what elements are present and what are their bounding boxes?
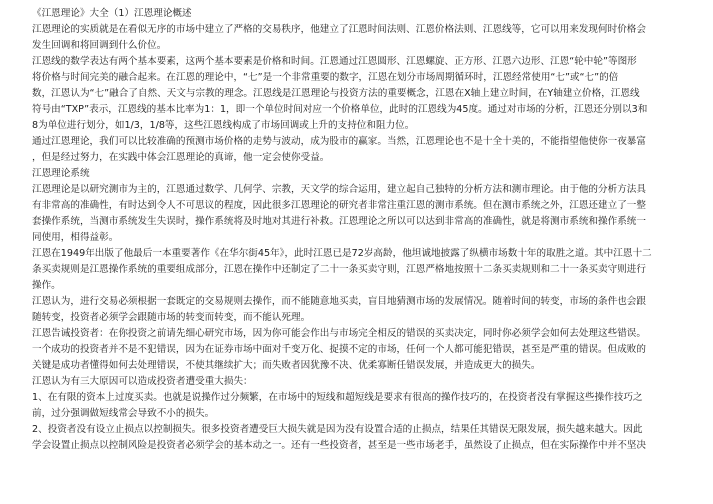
text-line: 江恩理论的实质就是在看似无序的市场中建立了严格的交易秩序，他建立了江恩时间法则、江恩价格法则、江恩线等，它可以用来发现何时价格会: [32, 24, 646, 35]
text-line: 江恩在1949年出版了他最后一本重要著作《在华尔街45年》，此时江恩已是72岁高龄，他坦诚地披露了纵横市场数十年的取胜之道。其中江恩十二: [32, 248, 652, 259]
text-line: 操作。: [32, 280, 61, 291]
text-line: 江恩告诫投资者：在你投资之前请先细心研究市场，因为你可能会作出与市场完全相反的错误的买卖决定，同时你必须学会如何去处理这些错误。: [32, 328, 646, 339]
list-item: 2、投资者没有设立止损点以控制损失。很多投资者遭受巨大损失就是因为没有设置合适的止损点，结果任其错误无限发展，损失越来越大。因此: [32, 424, 643, 435]
document-title: 《江恩理论》大全（1）江恩理论概述: [32, 8, 192, 19]
list-item: 1、在有限的资本上过度买卖。也就是说操作过分频繁，在市场中的短线和超短线是要求有很高的操作技巧的，在投资者没有掌握这些操作技巧之: [32, 392, 643, 403]
text-line: 将价格与时间完美的融合起来。在江恩的理论中，“七”是一个非常重要的数字，江恩在划分市场周期循环时，江恩经常使用“七”或“七”的倍: [32, 72, 619, 83]
text-line: 发生回调和将回调到什么价位。: [32, 40, 167, 51]
text-line: 条买卖规则是江恩操作系统的重要组成部分，江恩在操作中还制定了二十一条买卖守则，江恩严格地按照十二条买卖规则和二十一条买卖守则进行: [32, 264, 646, 275]
text-line: 有非常高的准确性，有时达到令人不可思议的程度，因此很多江恩理论的研究者非常注重江恩的测市系统。但在测市系统之外，江恩还建立了一整: [32, 200, 646, 211]
text-line: 符号由“TXP”表示，江恩线的基本比率为1：1，即一个单位时间对应一个价格单位，此时的江恩线为45度。通过对市场的分析，江恩还分别以3和: [32, 104, 648, 115]
section-heading: 江恩理论系统: [32, 168, 90, 179]
text-line: 江恩认为，进行交易必须根据一套既定的交易规则去操作，而不能随意地买卖，盲目地猜测市场的发展情况。随着时间的转变，市场的条件也会跟: [32, 296, 646, 307]
text-line: 套操作系统，当测市系统发生失误时，操作系统将及时地对其进行补救。江恩理论之所以可以达到非常高的准确性，就是将测市系统和操作系统一: [32, 216, 646, 227]
text-line: 江恩线的数学表达有两个基本要素，这两个基本要素是价格和时间。江恩通过江恩圆形、江恩螺旋、正方形、江恩六边形、江恩“轮中轮”等图形: [32, 56, 637, 67]
text-line: 数，江恩认为“七”融合了自然、天文与宗教的理念。江恩线是江恩理论与投资方法的重要概念，江恩在X轴上建立时间，在Y轴建立价格，江恩线: [32, 88, 640, 99]
text-line: 8为单位进行划分，如1/3，1/8等，这些江恩线构成了市场回调或上升的支持位和阻力位。: [32, 120, 415, 131]
text-line: 学会设置止损点以控制风险是投资者必须学会的基本动之一。还有一些投资者，甚至是一些市场老手，虽然设了止损点，但在实际操作中并不坚决: [32, 440, 646, 451]
text-line: 江恩认为有三大原因可以造成投资者遭受重大损失：: [32, 376, 253, 387]
text-line: 同使用，相得益彰。: [32, 232, 119, 243]
text-line: 江恩理论是以研究测市为主的，江恩通过数学、几何学、宗教，天文学的综合运用，建立起自己独特的分析方法和测市理论。由于他的分析方法具: [32, 184, 646, 195]
text-line: 前，过分强调做短线常会导致不小的损失。: [32, 408, 215, 419]
text-line: 一个成功的投资者并不是不犯错误，因为在证券市场中面对千变万化、捉摸不定的市场，任何一个人都可能犯错误，甚至是严重的错误。但成败的: [32, 344, 646, 355]
text-line: ，但是经过努力，在实践中体会江恩理论的真谛，他一定会使你受益。: [32, 152, 330, 163]
text-line: 关键是成功者懂得如何去处理错误，不使其继续扩大；而失败者因犹豫不决、优柔寡断任错误发展，并造成更大的损失。: [32, 360, 541, 371]
text-line: 随转变，投资者必须学会跟随市场的转变而转变，而不能认死理。: [32, 312, 311, 323]
text-line: 通过江恩理论，我们可以比较准确的预测市场价格的走势与波动，成为股市的赢家。当然，江恩理论也不是十全十美的，不能指望他使你一夜暴富: [32, 136, 646, 147]
